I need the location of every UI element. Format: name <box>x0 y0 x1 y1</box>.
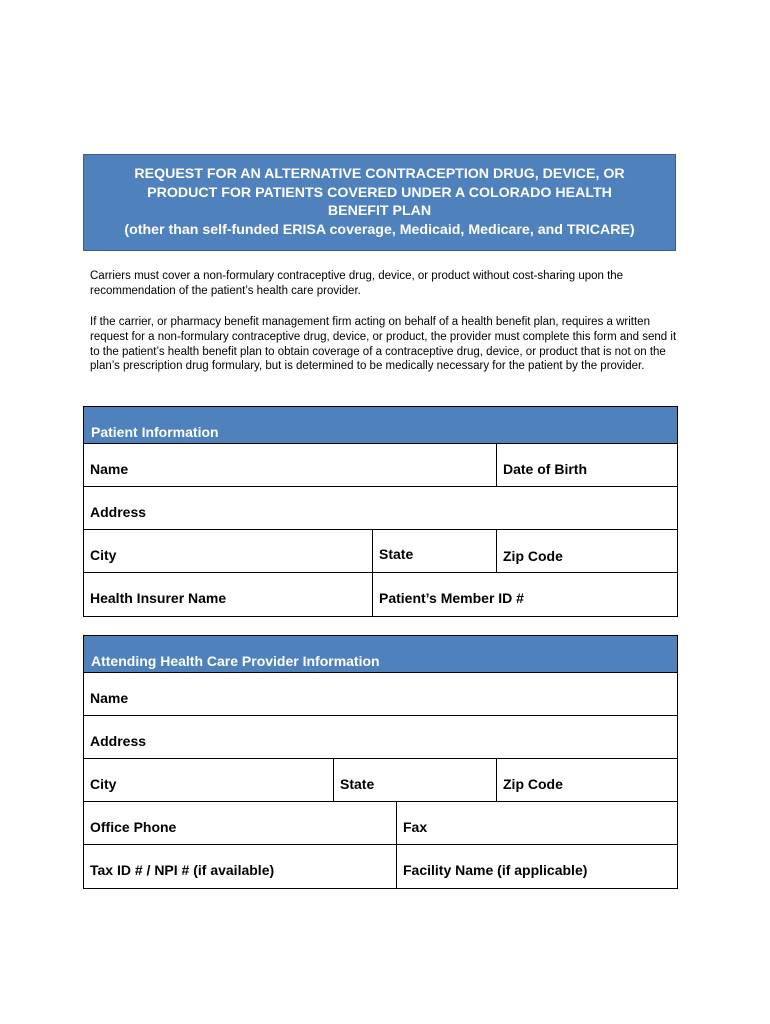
member-id-field[interactable]: Patient’s Member ID # <box>379 590 524 606</box>
provider-information-section <box>83 635 678 889</box>
provider-row-address <box>84 716 677 759</box>
patient-section-heading: Patient Information <box>84 407 677 444</box>
provider-section-heading: Attending Health Care Provider Information <box>84 636 677 673</box>
title-line-2: PRODUCT FOR PATIENTS COVERED UNDER A COLORADO HEALTH <box>147 184 612 201</box>
patient-name-field[interactable]: Name <box>84 444 497 486</box>
intro-paragraph-2: If the carrier, or pharmacy benefit management firm acting on behalf of a health benefit plan, requires a written request for a non-formulary contraceptive drug, device, or product, the provider must complete this form and send it to the patient’s health benefit plan to obtain coverage of a contraceptive drug, device, or product that is not on the plan’s prescription drug formulary, but is determined to be medically necessary for the patient by the provider. <box>90 316 677 373</box>
provider-city-field[interactable]: City <box>84 759 334 801</box>
title-line-3: BENEFIT PLAN <box>327 203 432 219</box>
provider-row-phone <box>84 802 677 845</box>
title-line-4: (other than self-funded ERISA coverage, Medicaid, Medicare, and TRICARE) <box>124 221 635 238</box>
provider-row-taxid <box>84 845 677 888</box>
patient-state-field[interactable]: State <box>373 530 497 572</box>
patient-dob-field[interactable]: Date of Birth <box>503 461 587 477</box>
intro-paragraph-1: Carriers must cover a non-formulary contraceptive drug, device, or product without cost-sharing upon the recommendation of the patient’s health care provider. <box>90 270 624 297</box>
patient-city-field[interactable]: City <box>84 530 373 572</box>
patient-information-section <box>83 406 678 617</box>
provider-name-field[interactable]: Name <box>90 690 129 706</box>
tax-id-npi-field[interactable]: Tax ID # / NPI # (if available) <box>84 845 397 888</box>
form-title-banner <box>83 154 676 251</box>
health-insurer-field[interactable]: Health Insurer Name <box>84 573 373 616</box>
patient-address-field[interactable]: Address <box>90 504 147 520</box>
patient-row-name <box>84 444 677 487</box>
fax-field[interactable]: Fax <box>403 819 428 835</box>
patient-row-insurer <box>84 573 677 616</box>
provider-row-city <box>84 759 677 802</box>
provider-state-field[interactable]: State <box>334 759 497 801</box>
facility-name-field[interactable]: Facility Name (if applicable) <box>403 862 588 878</box>
office-phone-field[interactable]: Office Phone <box>84 802 397 844</box>
provider-row-name <box>84 673 677 716</box>
title-line-1: REQUEST FOR AN ALTERNATIVE CONTRACEPTION DRUG, DEVICE, OR <box>134 166 625 182</box>
patient-row-address <box>84 487 677 530</box>
provider-zip-field[interactable]: Zip Code <box>503 776 563 792</box>
provider-address-field[interactable]: Address <box>90 733 147 749</box>
patient-zip-field[interactable]: Zip Code <box>503 548 563 564</box>
patient-row-city <box>84 530 677 573</box>
